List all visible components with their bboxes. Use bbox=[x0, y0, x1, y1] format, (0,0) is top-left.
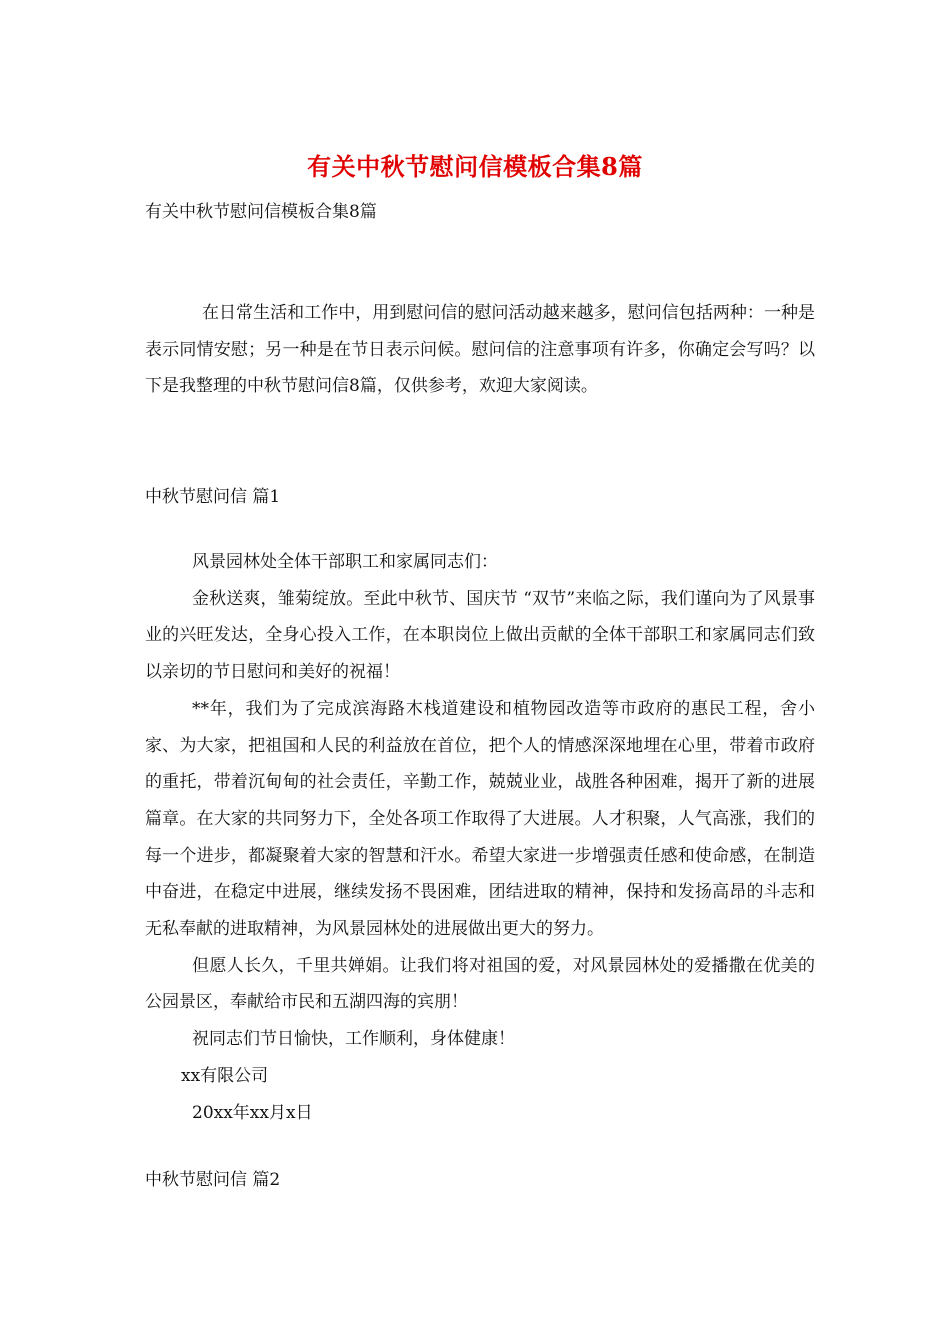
intro-paragraph bbox=[145, 295, 815, 405]
document-subtitle: 有关中秋节慰问信模板合集8篇 bbox=[145, 202, 377, 222]
section-heading-2: 中秋节慰问信 篇2 bbox=[145, 1170, 281, 1190]
section-heading-1: 中秋节慰问信 篇1 bbox=[145, 487, 281, 507]
letter-paragraph: 金秋送爽，雏菊绽放。至此中秋节、国庆节 “双节”来临之际，我们谨向为了风景事业的兴旺发达，全身心投入工作，在本职岗位上做出贡献的全体干部职工和家属同志们致以亲切的节日慰问和美好的祝福！ bbox=[145, 588, 815, 683]
document-title: 有关中秋节慰问信模板合集8篇 bbox=[307, 152, 643, 181]
intro-text: 在日常生活和工作中，用到慰问信的慰问活动越来越多，慰问信包括两种：一种是表示同情安慰；另一种是在节日表示问候。慰问信的注意事项有许多，你确定会写吗？以下是我整理的中秋节慰问信8篇，仅供参考，欢迎大家阅读。 bbox=[145, 303, 815, 396]
letter-closing: 祝同志们节日愉快，工作顺利，身体健康！ bbox=[192, 1029, 515, 1050]
letter-paragraph: **年，我们为了完成滨海路木栈道建设和植物园改造等市政府的惠民工程，舍小家、为大家，把祖国和人民的利益放在首位，把个人的情感深深地埋在心里，带着市政府的重托，带着沉甸甸的社会责任，辛勤工作，兢兢业业，战胜各种困难，揭开了新的进展篇章。在大家的共同努力下，全处各项工作取得了大进展。人才积聚，人气高涨，我们的每一个进步，都凝聚着大家的智慧和汗水。希望大家进一步增强责任感和使命感，在制造中奋进，在稳定中进展，继续发扬不畏困难，团结进取的精神，保持和发扬高昂的斗志和无私奉献的进取精神，为风景园林处的进展做出更大的努力。 bbox=[145, 698, 815, 940]
letter-salutation: 风景园林处全体干部职工和家属同志们： bbox=[192, 552, 498, 572]
letter-signature: xx有限公司 bbox=[181, 1065, 269, 1086]
letter-paragraph: 但愿人长久，千里共婵娟。让我们将对祖国的爱，对风景园林处的爱播撒在优美的公园景区，奉献给市民和五湖四海的宾朋！ bbox=[145, 955, 815, 1013]
letter-date: 20xx年xx月x日 bbox=[192, 1102, 313, 1123]
letter-1 bbox=[145, 544, 815, 1131]
